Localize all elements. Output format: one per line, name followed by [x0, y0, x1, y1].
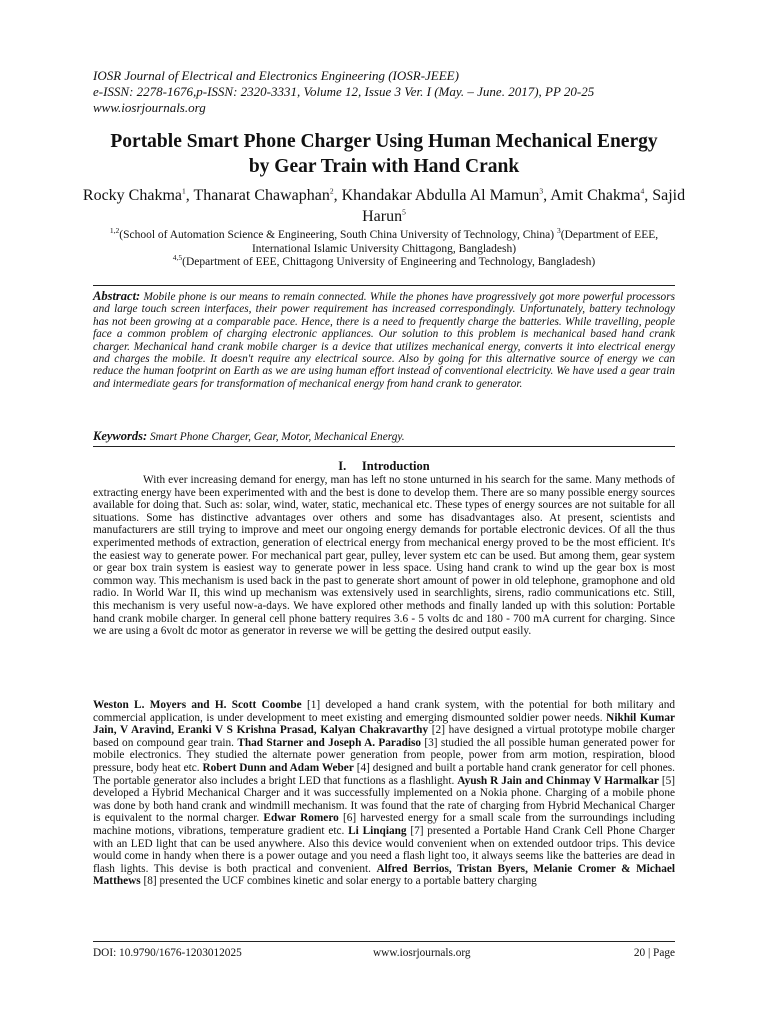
section-heading: I. Introduction — [338, 459, 430, 473]
paper-title — [80, 129, 688, 179]
journal-header — [93, 68, 693, 116]
journal-website: www.iosrjournals.org — [93, 100, 206, 115]
abstract-text: Mobile phone is our means to remain connected. While the phones have progressively got more powerful processors and large touch screen interfaces, their power requirement has increased correspondingly. Unfortunately, battery technology has not been growing at a comparable pace. Hence, there is a need to frequently charge the batteries. While travelling, people face a common problem of charging electronic appliances. Our solution to this problem is mechanical based hand crank charger. Mechanical hand crank mobile charger is a device that utilizes mechanical energy, converts it into electrical energy and charges the mobile. It doesn't require any electrical source. Also by going for this alternative source of energy we can reduce the human footprint on Earth as we are using human effort instead of conventional electricity. We have used a gear train and intermediate gears for transformation of mechanical energy from hand crank to generator. — [93, 291, 675, 390]
author: Rocky Chakma$^1$, — [82, 186, 194, 204]
intro-paragraph-1: With ever increasing demand for energy, man has left no stone unturned in his search for the same. Many methods of extracting energy have been experimented with and the best is done to develop them. There are so many possible energy sources available for doing that. Such as: solar, wind, water, static, mechanical etc. These types of energy sources are not suitable for all situations. Some has distinctive advantages over others and some has disadvantages also. At present, scientists and manufacturers are still trying to improve and meet our ongoing energy demands for portable electronic devices. Of all the thus experimented methods of extraction, generation of electrical energy from mechanical energy proved to be the most efficient. It's the easiest way to generate power. For mechanical part gear, pulley, lever system etc can be used. But among them, gear system or gear box train system is easiest way to generate power in less space. Using hand crank to wind up the gear box is most common way. This mechanism is used back in the past to generate short amount of power in old telephone, gramophone and old radio. In World War II, this wind up mechanism was extensively used in searchlights, sirens, radio communications etc. Still, this mechanism is very useful now-a-days. We have explored other methods and finally landed up with this solution: Portable hand crank mobile charger. In general cell phone battery requires 3.6 - 5 volts dc and 180 - 700 mA current for charging. Since we are using a 6volt dc motor as generator in reverse we will be getting the desired output easily. — [93, 474, 675, 638]
author-list — [80, 185, 688, 227]
keywords-text: Smart Phone Charger, Gear, Motor, Mechanical Energy. — [147, 431, 405, 443]
divider-top — [93, 285, 675, 286]
journal-name: IOSR Journal of Electrical and Electronics Engineering (IOSR-JEEE) — [93, 68, 459, 83]
affiliations — [93, 226, 675, 270]
keywords — [93, 429, 675, 444]
abstract-label: Abstract: — [93, 289, 141, 303]
author: Khandakar Abdulla Al Mamun$^3$, — [341, 186, 551, 204]
affiliation-3: $^{4,5}$(Department of EEE, Chittagong University of Engineering and Technology, Bangladesh) — [172, 253, 596, 268]
title-line-2: by Gear Train with Hand Crank — [248, 156, 520, 177]
journal-issn: e-ISSN: 2278-1676,p-ISSN: 2320-3331, Volume 12, Issue 3 Ver. I (May. – June. 2017), PP 20-25 — [93, 84, 595, 99]
author: Thanarat Chawaphan$^2$, — [193, 186, 342, 204]
footer-divider — [93, 941, 675, 942]
footer-website[interactable]: www.iosrjournals.org — [373, 947, 471, 959]
affiliation-1-2: $^{1,2}$(School of Automation Science & Engineering, South China University of Technology, China) $^3$(Department of EEE, International Islamic University Chittagong, Bangladesh) — [109, 226, 659, 255]
divider-bottom — [93, 446, 675, 447]
footer-doi: DOI: 10.9790/1676-1203012025 — [93, 947, 242, 959]
keywords-label: Keywords: — [93, 429, 148, 443]
footer-page-number: 20 | Page — [633, 947, 675, 959]
abstract — [93, 290, 675, 390]
title-line-1: Portable Smart Phone Charger Using Human Mechanical Energy — [110, 131, 658, 152]
intro-paragraph-2: Weston L. Moyers and H. Scott Coombe [1] developed a hand crank system, with the potential for both military and commercial application, is under development to meet existing and emerging dismounted soldier power needs. Nikhil Kumar Jain, V Aravind, Eranki V S Krishna Prasad, Kalyan Chakravarthy [2] have designed a virtual prototype mobile charger based on compound gear train. Thad Starner and Joseph A. Paradiso [3] studied the all possible human generated power for mobile electronics. They studied the alternate power generation from people, power from arm motion, respiration, blood pressure, body heat etc. Robert Dunn and Adam Weber [4] designed and built a portable hand crank generator for cell phones. The portable generator also includes a bright LED that functions as a flashlight. Ayush R Jain and Chinmay V Harmalkar [5] developed a Hybrid Mechanical Charger and it was successfully implemented on a Nokia phone. Charging of a mobile phone was done by both hand crank and windmill mechanism. It was found that the rate of charging from Hybrid Mechanical Charger is equivalent to the normal charger. Edwar Romero [6] harvested energy for a small scale from the surroundings including machine motions, vibrations, temperature gradient etc. Li Linqiang [7] presented a Portable Hand Crank Cell Phone Charger with an LED light that can be used anywhere. Also this device would convenient when on extended outdoor trips. This device would come in handy when there is a power outage and you need a flash light too, it always seems like the batteries are dead in flash lights. This devise is both practical and convenient. Alfred Berrios, Tristan Byers, Melanie Cromer & Michael Matthews [8] presented the UCF combines kinetic and solar energy to a portable battery charging — [93, 699, 676, 888]
author: Amit Chakma$^4$, — [550, 186, 653, 204]
author: Sajid Harun$^5$ — [362, 187, 686, 225]
